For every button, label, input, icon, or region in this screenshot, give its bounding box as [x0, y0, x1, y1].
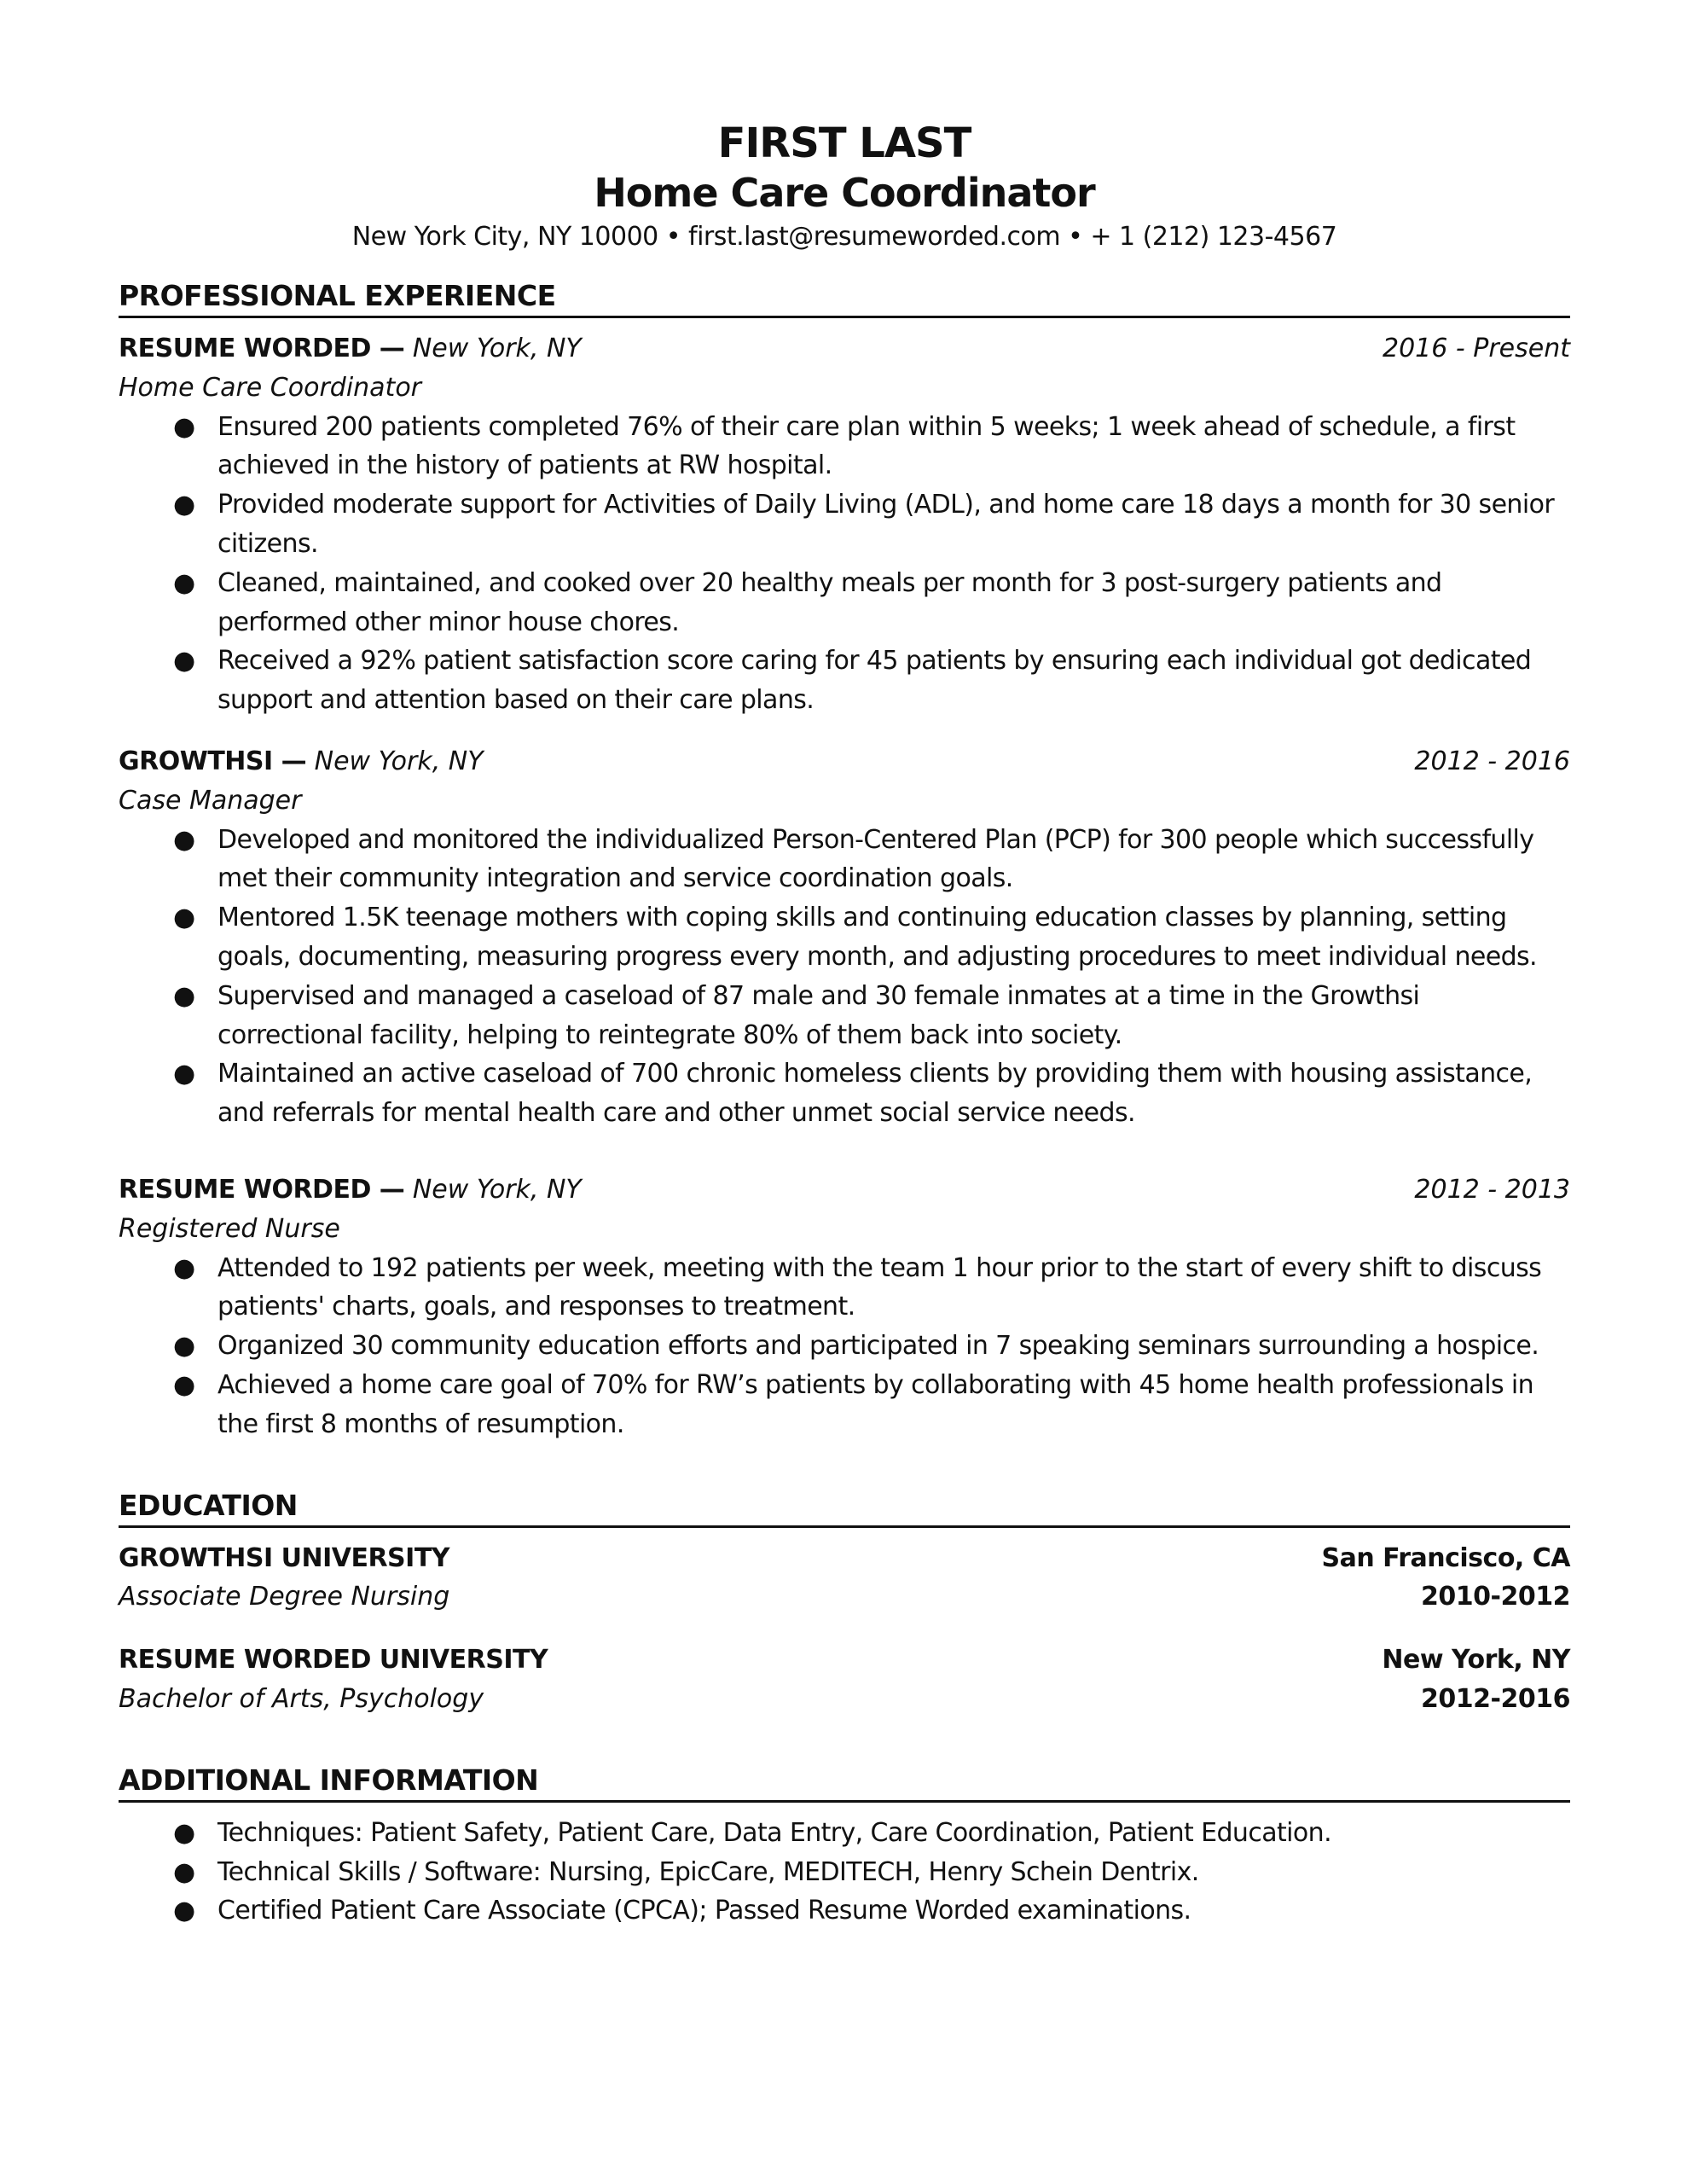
school-location: San Francisco, CA [1321, 1542, 1570, 1573]
bullet-item [119, 1054, 1570, 1133]
additional-info-section [119, 1761, 1570, 1931]
education-dates: 2012-2016 [1421, 1683, 1570, 1714]
section-heading: PROFESSIONAL EXPERIENCE [119, 276, 1570, 318]
bullet-icon: ● [173, 1856, 195, 1887]
bullet-item [119, 1249, 1570, 1327]
bullet-item [119, 1853, 1570, 1892]
school-name: GROWTHSI UNIVERSITY [119, 1542, 449, 1573]
bullet-item [119, 642, 1570, 720]
company-name: RESUME WORDED — [119, 1174, 405, 1205]
job-bullets [119, 408, 1570, 720]
education-section [119, 1486, 1570, 1719]
bullet-item [119, 898, 1570, 977]
job-location: New York, NY [314, 746, 484, 776]
section-heading: ADDITIONAL INFORMATION [119, 1761, 1570, 1803]
job-dates: 2012 - 2016 [1414, 746, 1570, 776]
school-name: RESUME WORDED UNIVERSITY [119, 1645, 548, 1676]
bullet-icon: ● [173, 411, 195, 442]
job-dates: 2012 - 2013 [1414, 1174, 1570, 1205]
bullet-icon: ● [173, 490, 195, 520]
contact-info: New York City, NY 10000 • first.last@resumeworded.com • + 1 (212) 123-4567 [351, 222, 1337, 252]
candidate-name: FIRST LAST [717, 119, 971, 167]
degree: Bachelor of Arts, Psychology [119, 1683, 484, 1714]
school-location: New York, NY [1382, 1645, 1570, 1676]
bullet-icon: ● [173, 824, 195, 855]
bullet-text: Achieved a home care goal of 70% for RW’s patients by collaborating with 45 home health professionals in the first 8 months of resumption. [217, 1369, 1534, 1439]
bullet-item [119, 821, 1570, 899]
bullet-text: Ensured 200 patients completed 76% of their care plan within 5 weeks; 1 week ahead of schedule, a first achieved in the history of patients at RW hospital. [217, 411, 1516, 481]
experience-section [119, 276, 1570, 1444]
bullet-item [119, 408, 1570, 486]
bullet-icon: ● [173, 1369, 195, 1400]
bullet-item [119, 564, 1570, 642]
bullet-icon: ● [173, 980, 195, 1011]
bullet-icon: ● [173, 1817, 195, 1848]
job-role: Home Care Coordinator [119, 372, 422, 403]
job-role: Registered Nurse [119, 1213, 340, 1244]
education-entry [119, 1641, 1570, 1719]
bullet-text: Cleaned, maintained, and cooked over 20 healthy meals per month for 3 post-surgery patients and performed other minor house chores. [217, 567, 1442, 637]
bullet-text: Attended to 192 patients per week, meeting with the team 1 hour prior to the start of every shift to discuss patients' charts, goals, and responses to treatment. [217, 1252, 1542, 1322]
job-bullets [119, 821, 1570, 1133]
section-heading: EDUCATION [119, 1486, 1570, 1528]
bullet-text: Supervised and managed a caseload of 87 male and 30 female inmates at a time in the Growthsi correctional facility, helping to reintegrate 80% of them back into society. [217, 980, 1420, 1050]
bullet-text: Received a 92% patient satisfaction score caring for 45 patients by ensuring each individual got dedicated support and attention based on their care plans. [217, 646, 1532, 716]
bullet-item [119, 1814, 1570, 1853]
job-dates: 2016 - Present [1383, 334, 1570, 363]
degree: Associate Degree Nursing [119, 1582, 450, 1612]
job-entry [119, 1170, 1570, 1444]
bullet-icon: ● [173, 646, 195, 677]
bullet-item [119, 977, 1570, 1055]
bullet-item [119, 485, 1570, 564]
education-dates: 2010-2012 [1421, 1582, 1570, 1612]
resume-header [119, 119, 1570, 257]
company-name: GROWTHSI — [119, 746, 307, 776]
bullet-icon: ● [173, 1331, 195, 1362]
bullet-icon: ● [173, 1252, 195, 1283]
job-entry [119, 329, 1570, 720]
bullet-text: Mentored 1.5K teenage mothers with coping skills and continuing education classes by planning, setting goals, documenting, measuring progress every month, and adjusting procedures to meet individual needs. [217, 903, 1537, 972]
job-location: New York, NY [412, 334, 582, 363]
bullet-item [119, 1366, 1570, 1444]
bullet-text: Organized 30 community education efforts and participated in 7 speaking seminars surrounding a hospice. [217, 1331, 1539, 1362]
job-location: New York, NY [412, 1174, 582, 1205]
bullet-text: Techniques: Patient Safety, Patient Care, Data Entry, Care Coordination, Patient Education. [217, 1817, 1332, 1848]
bullet-icon: ● [173, 903, 195, 933]
bullet-icon: ● [173, 1059, 195, 1089]
bullet-item [119, 1327, 1570, 1366]
bullet-icon: ● [173, 1896, 195, 1926]
job-role: Case Manager [119, 785, 302, 816]
job-bullets [119, 1249, 1570, 1444]
bullet-text: Developed and monitored the individualized Person-Centered Plan (PCP) for 300 people which successfully met their community integration and service coordination goals. [217, 824, 1534, 894]
bullet-text: Certified Patient Care Associate (CPCA); Passed Resume Worded examinations. [217, 1896, 1191, 1926]
company-name: RESUME WORDED — [119, 334, 405, 363]
bullet-text: Maintained an active caseload of 700 chronic homeless clients by providing them with housing assistance, and referrals for mental health care and other unmet social service needs. [217, 1059, 1533, 1129]
bullet-icon: ● [173, 567, 195, 598]
bullet-text: Provided moderate support for Activities of Daily Living (ADL), and home care 18 days a month for 30 senior citizens. [217, 490, 1555, 559]
education-entry [119, 1539, 1570, 1618]
candidate-title: Home Care Coordinator [594, 170, 1095, 216]
resume-page [119, 119, 1570, 1931]
job-entry [119, 742, 1570, 1133]
bullet-item [119, 1891, 1570, 1931]
bullet-text: Technical Skills / Software: Nursing, EpicCare, MEDITECH, Henry Schein Dentrix. [217, 1856, 1199, 1887]
